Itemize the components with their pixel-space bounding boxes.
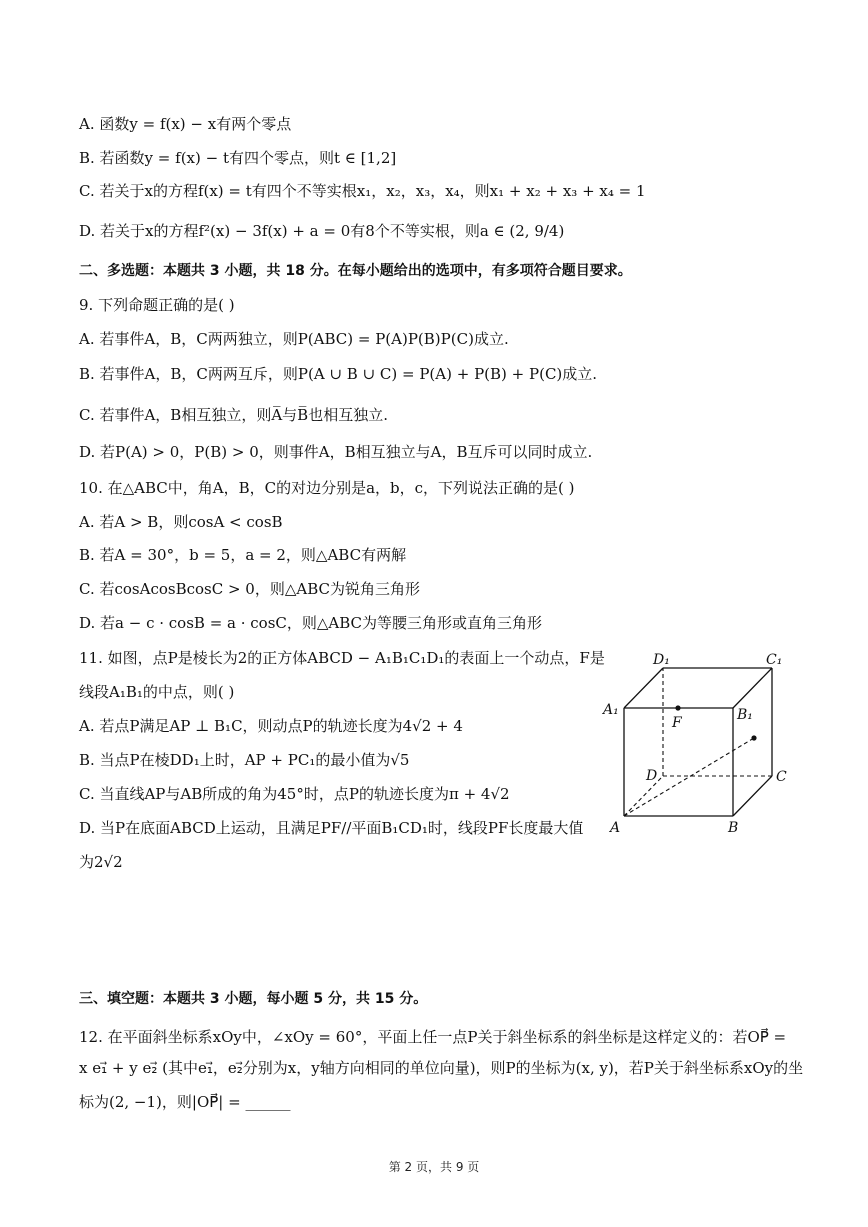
point-P: [751, 735, 756, 740]
line-9c: C. 若事件A，B相互独立，则A̅与B̅也相互独立.: [79, 406, 388, 424]
line-11d: D. 当P在底面ABCD上运动，且满足PF//平面B₁CD₁时，线段PF长度最大值: [79, 819, 584, 837]
line-11c: C. 当直线AP与AB所成的角为45°时，点P的轨迹长度为π + 4√2: [79, 785, 510, 803]
question-9: 9. 下列命题正确的是( ): [79, 296, 235, 314]
section-heading-multi: 二、多选题：本题共 3 小题，共 18 分。在每小题给出的选项中，有多项符合题目要求。: [79, 263, 632, 279]
question-12-cont2: 标为(2, −1)，则|OP⃗| = ______: [79, 1093, 291, 1111]
line-11b: B. 当点P在棱DD₁上时，AP + PC₁的最小值为√5: [79, 751, 410, 769]
line-10d: D. 若a − c · cosB = a · cosC，则△ABC为等腰三角形或直角三角形: [79, 614, 543, 632]
question-12-cont1: x e₁⃗ + y e₂⃗ (其中e₁⃗，e₂⃗分别为x，y轴方向相同的单位向量)，则P的坐标为(x, y)，若P关于斜坐标系xOy的坐: [79, 1059, 804, 1077]
point-F: [675, 705, 680, 710]
question-11: 11. 如图，点P是棱长为2的正方体ABCD − A₁B₁C₁D₁的表面上一个动点，F是: [79, 649, 605, 667]
question-11-cont: 线段A₁B₁的中点，则( ): [79, 683, 235, 701]
label-C1: C₁: [766, 652, 783, 668]
line-8c: C. 若关于x的方程f(x) = t有四个不等实根x₁，x₂，x₃，x₄，则x₁ + x₂ + x₃ + x₄ = 1: [79, 182, 646, 200]
label-C: C: [776, 769, 787, 785]
question-12: 12. 在平面斜坐标系xOy中，∠xOy = 60°，平面上任一点P关于斜坐标系的斜坐标是这样定义的：若OP⃗ =: [79, 1028, 787, 1046]
label-D: D: [646, 768, 658, 784]
label-B: B: [728, 820, 739, 836]
label-D1: D₁: [653, 652, 670, 668]
line-10c: C. 若cosAcosBcosC > 0，则△ABC为锐角三角形: [79, 580, 420, 598]
line-9d: D. 若P(A) > 0，P(B) > 0，则事件A，B相互独立与A，B互斥可以同时成立.: [79, 443, 593, 461]
line-9b: B. 若事件A，B，C两两互斥，则P(A ∪ B ∪ C) = P(A) + P(B) + P(C)成立.: [79, 365, 598, 383]
line-10a: A. 若A > B，则cosA < cosB: [79, 513, 283, 531]
line-8a: A. 函数y = f(x) − x有两个零点: [79, 115, 292, 133]
question-10: 10. 在△ABC中，角A，B，C的对边分别是a，b，c，下列说法正确的是( ): [79, 479, 575, 497]
page-footer: 第 2 页，共 9 页: [388, 1160, 480, 1174]
edge-B-C: [733, 776, 772, 816]
edge-A1-D1: [624, 668, 663, 708]
label-A1: A₁: [603, 702, 619, 718]
line-11a: A. 若点P满足AP ⊥ B₁C，则动点P的轨迹长度为4√2 + 4: [79, 717, 463, 735]
line-8d: D. 若关于x的方程f²(x) − 3f(x) + a = 0有8个不等实根，则a ∈ (2, 9/4): [79, 222, 565, 240]
label-A: A: [610, 820, 621, 836]
line-8b: B. 若函数y = f(x) − t有四个零点，则t ∈ [1,2]: [79, 149, 397, 167]
line-11d-cont: 为2√2: [79, 853, 123, 871]
edge-B1-C1: [733, 668, 772, 708]
label-B1: B₁: [737, 707, 753, 723]
section-heading-fill: 三、填空题：本题共 3 小题，每小题 5 分，共 15 分。: [79, 991, 428, 1007]
line-9a: A. 若事件A，B，C两两独立，则P(ABC) = P(A)P(B)P(C)成立.: [79, 330, 509, 348]
segment-A-P: [624, 738, 754, 816]
line-10b: B. 若A = 30°，b = 5，a = 2，则△ABC有两解: [79, 546, 407, 564]
label-F: F: [672, 715, 682, 731]
